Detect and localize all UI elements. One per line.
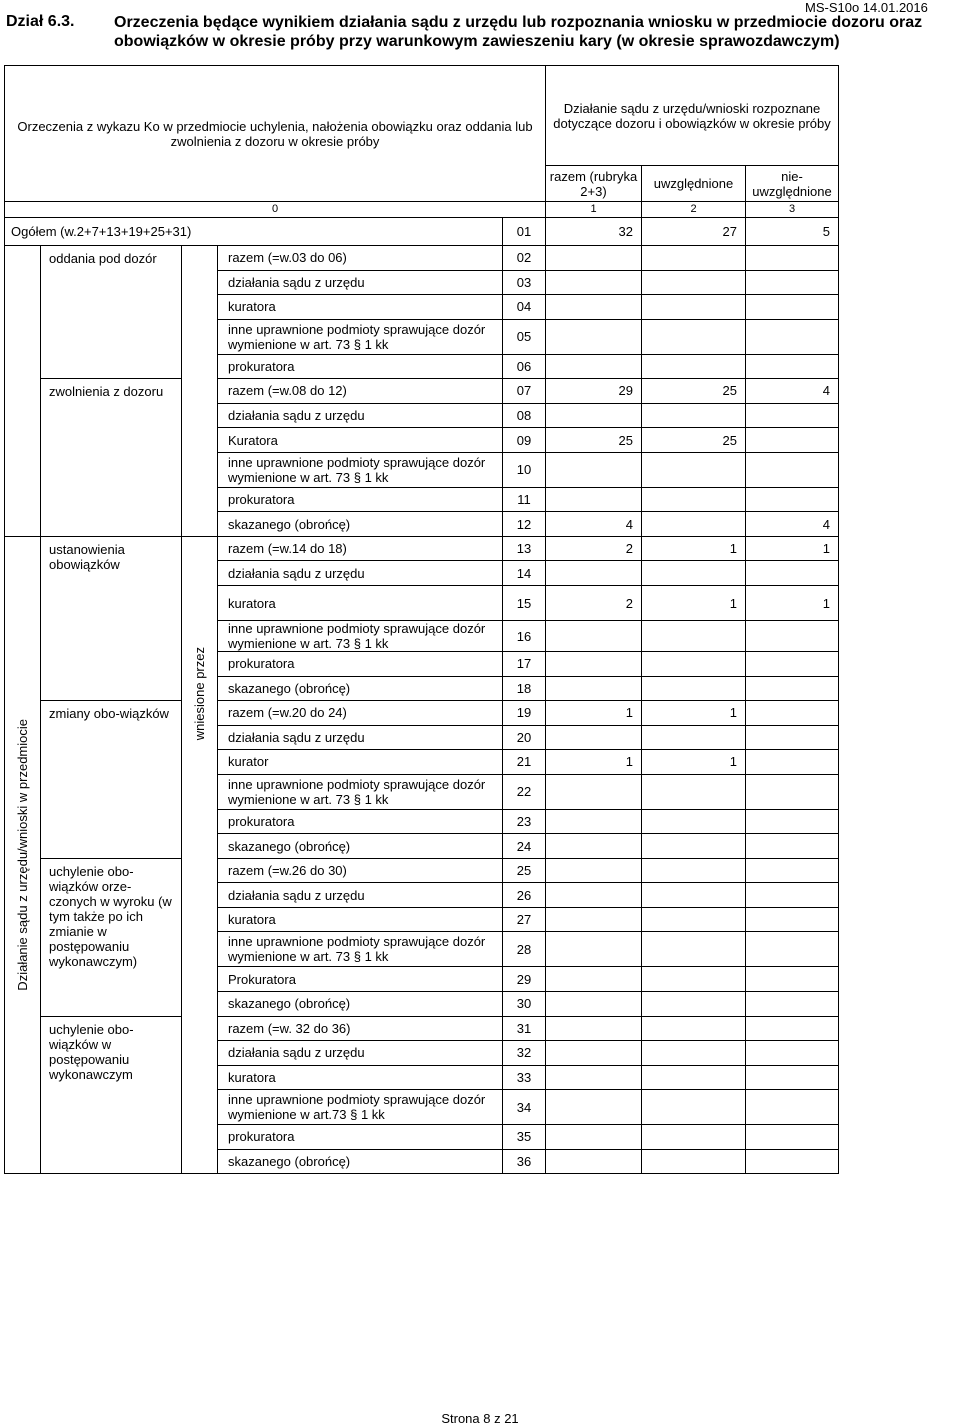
row-value-v1 <box>546 992 642 1017</box>
row-value-v2: 1 <box>642 586 746 621</box>
row-value-v2 <box>642 676 746 701</box>
row-value-v1: 2 <box>546 586 642 621</box>
row-value-v1: 4 <box>546 512 642 537</box>
row-value-v1 <box>546 834 642 859</box>
row-value-v1 <box>546 883 642 908</box>
row-value-v2 <box>642 270 746 295</box>
row-value-v1: 29 <box>546 379 642 404</box>
row-label: razem (=w.20 do 24) <box>218 701 503 726</box>
row-value-v3 <box>746 809 839 834</box>
row-value-v2 <box>642 652 746 677</box>
row-value-v2 <box>642 1149 746 1174</box>
row-value-v3 <box>746 246 839 271</box>
row-label: prokuratora <box>218 652 503 677</box>
header-left: Orzeczenia z wykazu Ko w przedmiocie uchylenia, nałożenia obowiązku oraz oddania lub zwolnienia z dozoru w okresie próby <box>5 66 546 202</box>
row-value-v3 <box>746 621 839 652</box>
row-value-v2 <box>642 295 746 320</box>
row-value-v1 <box>546 809 642 834</box>
row-value-v2 <box>642 907 746 932</box>
row-label: inne uprawnione podmioty sprawujące dozór wymienione w art. 73 § 1 kk <box>218 774 503 809</box>
row-value-v2 <box>642 725 746 750</box>
row-label: kuratora <box>218 1065 503 1090</box>
group-label: zwolnienia z dozoru <box>41 379 182 537</box>
row-value-v3 <box>746 403 839 428</box>
group-label: zmiany obo-wiązków <box>41 701 182 859</box>
row-number: 03 <box>503 270 546 295</box>
row-value-v2 <box>642 319 746 354</box>
row-value-v2 <box>642 967 746 992</box>
row-value-v2 <box>642 1065 746 1090</box>
row-value-v1: 1 <box>546 701 642 726</box>
row-label: skazanego (obrońcę) <box>218 676 503 701</box>
total-razem: 32 <box>546 218 642 246</box>
row-label: razem (=w. 32 do 36) <box>218 1016 503 1041</box>
row-value-v2 <box>642 354 746 379</box>
row-number: 20 <box>503 725 546 750</box>
row-value-v1 <box>546 403 642 428</box>
row-label: Kuratora <box>218 428 503 453</box>
row-label: inne uprawnione podmioty sprawujące dozór wymienione w art. 73 § 1 kk <box>218 452 503 487</box>
row-label: kurator <box>218 750 503 775</box>
row-value-v3 <box>746 487 839 512</box>
row-value-v3 <box>746 270 839 295</box>
report-table <box>4 65 839 1174</box>
row-number: 25 <box>503 858 546 883</box>
row-value-v3 <box>746 319 839 354</box>
row-value-v1 <box>546 561 642 586</box>
row-value-v1 <box>546 676 642 701</box>
row-value-v2 <box>642 621 746 652</box>
row-value-v2 <box>642 452 746 487</box>
row-value-v1 <box>546 621 642 652</box>
row-value-v1 <box>546 354 642 379</box>
row-value-v2: 1 <box>642 750 746 775</box>
section-number: Dział 6.3. <box>6 13 75 30</box>
row-number: 23 <box>503 809 546 834</box>
group-label: uchylenie obo-wiązków w postępowaniu wykonawczym <box>41 1016 182 1174</box>
table-row <box>5 379 839 404</box>
row-number: 30 <box>503 992 546 1017</box>
row-value-v1 <box>546 1041 642 1066</box>
row-value-v3: 1 <box>746 536 839 561</box>
index-2: 2 <box>642 202 746 218</box>
row-value-v2 <box>642 932 746 967</box>
row-value-v3 <box>746 1016 839 1041</box>
row-number: 08 <box>503 403 546 428</box>
row-number: 07 <box>503 379 546 404</box>
row-value-v3 <box>746 725 839 750</box>
total-label: Ogółem (w.2+7+13+19+25+31) <box>5 218 503 246</box>
row-value-v2 <box>642 246 746 271</box>
row-label: działania sądu z urzędu <box>218 883 503 908</box>
row-value-v1 <box>546 1065 642 1090</box>
row-number: 21 <box>503 750 546 775</box>
row-value-v3 <box>746 858 839 883</box>
row-value-v2 <box>642 1016 746 1041</box>
row-label: inne uprawnione podmioty sprawujące dozór wymienione w art.73 § 1 kk <box>218 1090 503 1125</box>
table-row <box>5 1016 839 1041</box>
document-code: MS-S10o 14.01.2016 <box>805 0 928 15</box>
row-value-v1 <box>546 907 642 932</box>
table-row <box>5 701 839 726</box>
row-number: 10 <box>503 452 546 487</box>
side-label-outer-text: Działanie sądu z urzędu/wnioski w przedmiocie <box>15 719 30 991</box>
row-value-v1 <box>546 858 642 883</box>
col-razem: razem (rubryka 2+3) <box>546 166 642 202</box>
row-label: skazanego (obrońcę) <box>218 834 503 859</box>
row-value-v1: 2 <box>546 536 642 561</box>
row-label: prokuratora <box>218 1125 503 1150</box>
row-number: 18 <box>503 676 546 701</box>
row-value-v1 <box>546 774 642 809</box>
row-value-v3 <box>746 561 839 586</box>
row-value-v3 <box>746 774 839 809</box>
row-value-v3 <box>746 1041 839 1066</box>
row-value-v2 <box>642 561 746 586</box>
row-label: razem (=w.03 do 06) <box>218 246 503 271</box>
row-number: 32 <box>503 1041 546 1066</box>
row-label: działania sądu z urzędu <box>218 270 503 295</box>
row-value-v3 <box>746 1090 839 1125</box>
side-label-outer <box>5 536 41 1173</box>
row-number: 31 <box>503 1016 546 1041</box>
row-value-v1 <box>546 1016 642 1041</box>
row-number: 09 <box>503 428 546 453</box>
total-num: 01 <box>503 218 546 246</box>
row-number: 13 <box>503 536 546 561</box>
row-number: 04 <box>503 295 546 320</box>
row-value-v2 <box>642 834 746 859</box>
row-value-v2: 1 <box>642 536 746 561</box>
side-label-wniesione <box>182 536 218 1173</box>
index-3: 3 <box>746 202 839 218</box>
group-label: ustanowienia obowiązków <box>41 536 182 700</box>
row-label: inne uprawnione podmioty sprawujące dozór wymienione w art. 73 § 1 kk <box>218 621 503 652</box>
row-value-v3: 4 <box>746 379 839 404</box>
row-label: prokuratora <box>218 487 503 512</box>
row-label: skazanego (obrońcę) <box>218 1149 503 1174</box>
row-number: 22 <box>503 774 546 809</box>
page-footer: Strona 8 z 21 <box>441 1411 519 1426</box>
row-number: 12 <box>503 512 546 537</box>
blank-wniesione-cell <box>182 246 218 537</box>
side-label-wniesione-text: wniesione przez <box>192 646 207 741</box>
row-label: działania sądu z urzędu <box>218 561 503 586</box>
row-value-v2 <box>642 858 746 883</box>
row-label: razem (=w.08 do 12) <box>218 379 503 404</box>
row-number: 34 <box>503 1090 546 1125</box>
row-value-v2 <box>642 992 746 1017</box>
row-value-v1 <box>546 1090 642 1125</box>
col-nieuwzglednione: nie-uwzględnione <box>746 166 839 202</box>
row-number: 14 <box>503 561 546 586</box>
row-value-v3 <box>746 1149 839 1174</box>
row-label: działania sądu z urzędu <box>218 1041 503 1066</box>
row-value-v2: 1 <box>642 701 746 726</box>
row-value-v2: 25 <box>642 428 746 453</box>
row-value-v3 <box>746 834 839 859</box>
row-number: 11 <box>503 487 546 512</box>
row-value-v1 <box>546 452 642 487</box>
row-value-v2 <box>642 487 746 512</box>
row-value-v3 <box>746 907 839 932</box>
row-value-v3: 1 <box>746 586 839 621</box>
row-label: prokuratora <box>218 354 503 379</box>
row-label: kuratora <box>218 907 503 932</box>
row-label: działania sądu z urzędu <box>218 403 503 428</box>
row-value-v3 <box>746 428 839 453</box>
row-value-v1 <box>546 319 642 354</box>
total-row <box>5 218 839 246</box>
row-number: 33 <box>503 1065 546 1090</box>
section-title: Orzeczenia będące wynikiem działania sądu z urzędu lub rozpoznania wniosku w przedmiocie dozoru oraz obowiązków w okresie próby przy warunkowym zawieszeniu kary (w okresie sprawozdawczym) <box>114 14 923 50</box>
row-value-v3 <box>746 701 839 726</box>
row-label: inne uprawnione podmioty sprawujące dozór wymienione w art. 73 § 1 kk <box>218 319 503 354</box>
row-value-v1 <box>546 246 642 271</box>
row-value-v1 <box>546 1125 642 1150</box>
row-value-v2 <box>642 883 746 908</box>
row-value-v3 <box>746 1125 839 1150</box>
index-1: 1 <box>546 202 642 218</box>
row-value-v3 <box>746 932 839 967</box>
row-label: Prokuratora <box>218 967 503 992</box>
row-value-v3 <box>746 967 839 992</box>
row-number: 19 <box>503 701 546 726</box>
table-row <box>5 246 839 271</box>
row-number: 17 <box>503 652 546 677</box>
row-label: razem (=w.26 do 30) <box>218 858 503 883</box>
group-label: uchylenie obo-wiązków orze-czonych w wyroku (w tym także po ich zmianie w postępowaniu wykonawczym) <box>41 858 182 1016</box>
table-row <box>5 858 839 883</box>
row-value-v2 <box>642 774 746 809</box>
row-number: 35 <box>503 1125 546 1150</box>
row-value-v2 <box>642 512 746 537</box>
row-value-v3 <box>746 992 839 1017</box>
row-number: 27 <box>503 907 546 932</box>
table-row <box>5 536 839 561</box>
row-value-v3 <box>746 354 839 379</box>
row-value-v1: 1 <box>546 750 642 775</box>
row-label: inne uprawnione podmioty sprawujące dozór wymienione w art. 73 § 1 kk <box>218 932 503 967</box>
row-number: 24 <box>503 834 546 859</box>
row-value-v3 <box>746 652 839 677</box>
row-label: skazanego (obrońcę) <box>218 992 503 1017</box>
group-label: oddania pod dozór <box>41 246 182 379</box>
row-label: skazanego (obrońcę) <box>218 512 503 537</box>
row-number: 16 <box>503 621 546 652</box>
row-label: kuratora <box>218 586 503 621</box>
row-value-v2 <box>642 403 746 428</box>
col-uwzglednione: uwzględnione <box>642 166 746 202</box>
row-value-v3 <box>746 676 839 701</box>
row-value-v1 <box>546 725 642 750</box>
row-label: razem (=w.14 do 18) <box>218 536 503 561</box>
row-value-v2 <box>642 1125 746 1150</box>
row-label: kuratora <box>218 295 503 320</box>
row-number: 02 <box>503 246 546 271</box>
row-label: działania sądu z urzędu <box>218 725 503 750</box>
row-value-v1 <box>546 1149 642 1174</box>
row-value-v3 <box>746 452 839 487</box>
row-number: 29 <box>503 967 546 992</box>
row-value-v3 <box>746 1065 839 1090</box>
row-value-v1 <box>546 967 642 992</box>
row-value-v1: 25 <box>546 428 642 453</box>
row-value-v3 <box>746 750 839 775</box>
row-value-v1 <box>546 932 642 967</box>
row-value-v2: 25 <box>642 379 746 404</box>
total-uwzgl: 27 <box>642 218 746 246</box>
row-number: 06 <box>503 354 546 379</box>
row-number: 28 <box>503 932 546 967</box>
row-value-v1 <box>546 487 642 512</box>
row-value-v1 <box>546 295 642 320</box>
row-value-v2 <box>642 1041 746 1066</box>
row-value-v1 <box>546 270 642 295</box>
row-value-v3 <box>746 295 839 320</box>
row-value-v2 <box>642 809 746 834</box>
row-value-v3 <box>746 883 839 908</box>
header-right: Działanie sądu z urzędu/wnioski rozpoznane dotyczące dozoru i obowiązków w okresie próby <box>546 66 839 166</box>
row-value-v2 <box>642 1090 746 1125</box>
row-number: 26 <box>503 883 546 908</box>
row-number: 05 <box>503 319 546 354</box>
row-number: 15 <box>503 586 546 621</box>
row-value-v1 <box>546 652 642 677</box>
row-label: prokuratora <box>218 809 503 834</box>
blank-side-cell <box>5 246 41 537</box>
index-0: 0 <box>5 202 546 218</box>
total-nieuwzgl: 5 <box>746 218 839 246</box>
row-number: 36 <box>503 1149 546 1174</box>
row-value-v3: 4 <box>746 512 839 537</box>
